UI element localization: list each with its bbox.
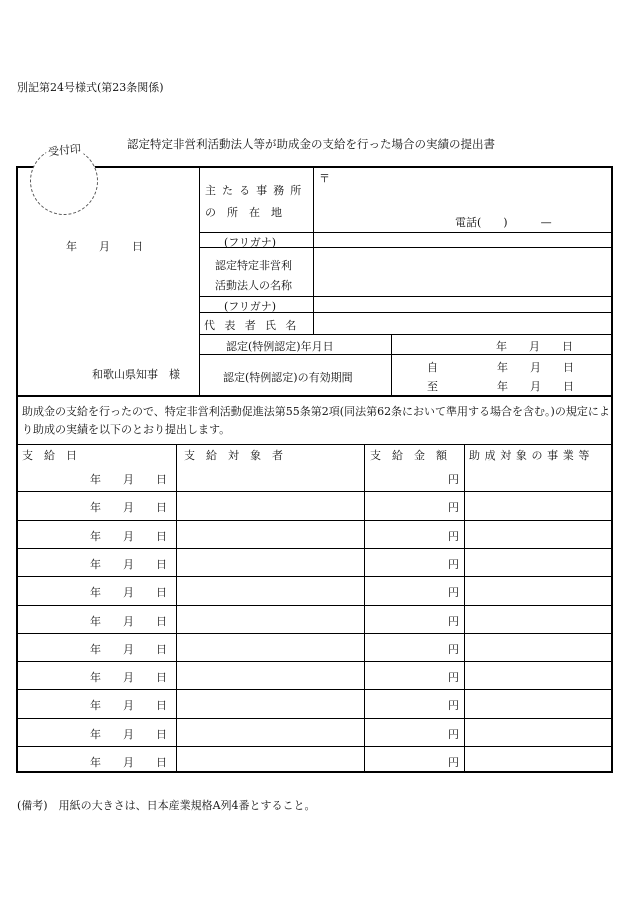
- row-project-field[interactable]: [465, 521, 610, 547]
- row-recipient-field[interactable]: [177, 521, 363, 547]
- header-amount: 支 給 金 額: [370, 449, 447, 462]
- row-amount-field[interactable]: [365, 719, 445, 745]
- row-recipient-field[interactable]: [177, 606, 363, 632]
- row-recipient-field[interactable]: [177, 690, 363, 716]
- postal-mark: 〒: [319, 172, 330, 185]
- row-amount-field[interactable]: [365, 492, 445, 518]
- row-recipient-field[interactable]: [177, 634, 363, 660]
- row-yen-unit: 円: [448, 728, 459, 741]
- submission-statement: 助成金の支給を行ったので、特定非営利活動促進法第55条第2項(同法第62条において準用する場合を含む。)の規定により助成の実績を以下のとおり提出します。: [22, 405, 610, 436]
- row-yen-unit: 円: [448, 756, 459, 769]
- row-yen-unit: 円: [448, 643, 459, 656]
- row-project-field[interactable]: [465, 606, 610, 632]
- row-amount-field[interactable]: [365, 606, 445, 632]
- row-project-field[interactable]: [465, 549, 610, 575]
- row-date-field[interactable]: 年 月 日: [90, 501, 167, 514]
- furigana-label-2: (フリガナ): [224, 300, 277, 313]
- row-date-field[interactable]: 年 月 日: [90, 728, 167, 741]
- row-yen-unit: 円: [448, 671, 459, 684]
- cert-date-value[interactable]: 年 月 日: [496, 340, 573, 353]
- row-date-field[interactable]: 年 月 日: [90, 473, 167, 486]
- phone-field[interactable]: 電話( ) —: [455, 216, 552, 229]
- row-project-field[interactable]: [465, 634, 610, 660]
- row-project-field[interactable]: [465, 662, 610, 688]
- period-from-label: 自: [427, 361, 438, 374]
- header-project: 助成対象の事業等: [469, 449, 594, 462]
- row-recipient-field[interactable]: [177, 747, 363, 773]
- org-name-label-line2: 活動法人の名称: [215, 279, 292, 292]
- org-name-label-line1: 認定特定非営利: [215, 259, 292, 272]
- row-project-field[interactable]: [465, 464, 610, 490]
- row-date-field[interactable]: 年 月 日: [90, 699, 167, 712]
- row-amount-field[interactable]: [365, 577, 445, 603]
- period-to-date[interactable]: 年 月 日: [497, 380, 574, 393]
- office-label-line2: の 所 在 地: [205, 206, 282, 219]
- row-date-field[interactable]: 年 月 日: [90, 615, 167, 628]
- row-recipient-field[interactable]: [177, 549, 363, 575]
- row-amount-field[interactable]: [365, 662, 445, 688]
- row-yen-unit: 円: [448, 586, 459, 599]
- row-recipient-field[interactable]: [177, 662, 363, 688]
- representative-label: 代表者氏名: [204, 319, 306, 332]
- period-from-date[interactable]: 年 月 日: [497, 361, 574, 374]
- row-project-field[interactable]: [465, 577, 610, 603]
- row-yen-unit: 円: [448, 530, 459, 543]
- row-project-field[interactable]: [465, 747, 610, 773]
- row-date-field[interactable]: 年 月 日: [90, 558, 167, 571]
- cert-date-label: 認定(特例認定)年月日: [226, 340, 334, 353]
- submission-date: 年 月 日: [66, 240, 143, 253]
- row-recipient-field[interactable]: [177, 492, 363, 518]
- row-date-field[interactable]: 年 月 日: [90, 643, 167, 656]
- furigana-label-1: (フリガナ): [224, 236, 277, 249]
- row-recipient-field[interactable]: [177, 719, 363, 745]
- header-payment-date: 支 給 日: [22, 449, 77, 462]
- row-amount-field[interactable]: [365, 464, 445, 490]
- document-title: 認定特定非営利活動法人等が助成金の支給を行った場合の実績の提出書: [127, 137, 495, 151]
- row-amount-field[interactable]: [365, 690, 445, 716]
- period-to-label: 至: [427, 380, 438, 393]
- form-number-label: 別記第24号様式(第23条関係): [17, 81, 164, 94]
- validity-period-label: 認定(特例認定)の有効期間: [223, 371, 353, 384]
- row-yen-unit: 円: [448, 699, 459, 712]
- row-date-field[interactable]: 年 月 日: [90, 756, 167, 769]
- row-date-field[interactable]: 年 月 日: [90, 586, 167, 599]
- row-yen-unit: 円: [448, 615, 459, 628]
- row-project-field[interactable]: [465, 690, 610, 716]
- row-amount-field[interactable]: [365, 549, 445, 575]
- row-yen-unit: 円: [448, 558, 459, 571]
- header-recipient: 支 給 対 象 者: [184, 449, 283, 462]
- remarks-note: (備考) 用紙の大きさは、日本産業規格A列4番とすること。: [17, 799, 316, 812]
- row-project-field[interactable]: [465, 719, 610, 745]
- row-yen-unit: 円: [448, 501, 459, 514]
- row-project-field[interactable]: [465, 492, 610, 518]
- row-recipient-field[interactable]: [177, 464, 363, 490]
- addressee: 和歌山県知事 様: [92, 368, 180, 381]
- office-label-line1: 主たる事務所: [205, 184, 308, 197]
- row-date-field[interactable]: 年 月 日: [90, 671, 167, 684]
- receipt-stamp-label: 受付印: [45, 140, 83, 160]
- row-amount-field[interactable]: [365, 747, 445, 773]
- row-recipient-field[interactable]: [177, 577, 363, 603]
- row-amount-field[interactable]: [365, 634, 445, 660]
- row-yen-unit: 円: [448, 473, 459, 486]
- row-amount-field[interactable]: [365, 521, 445, 547]
- row-date-field[interactable]: 年 月 日: [90, 530, 167, 543]
